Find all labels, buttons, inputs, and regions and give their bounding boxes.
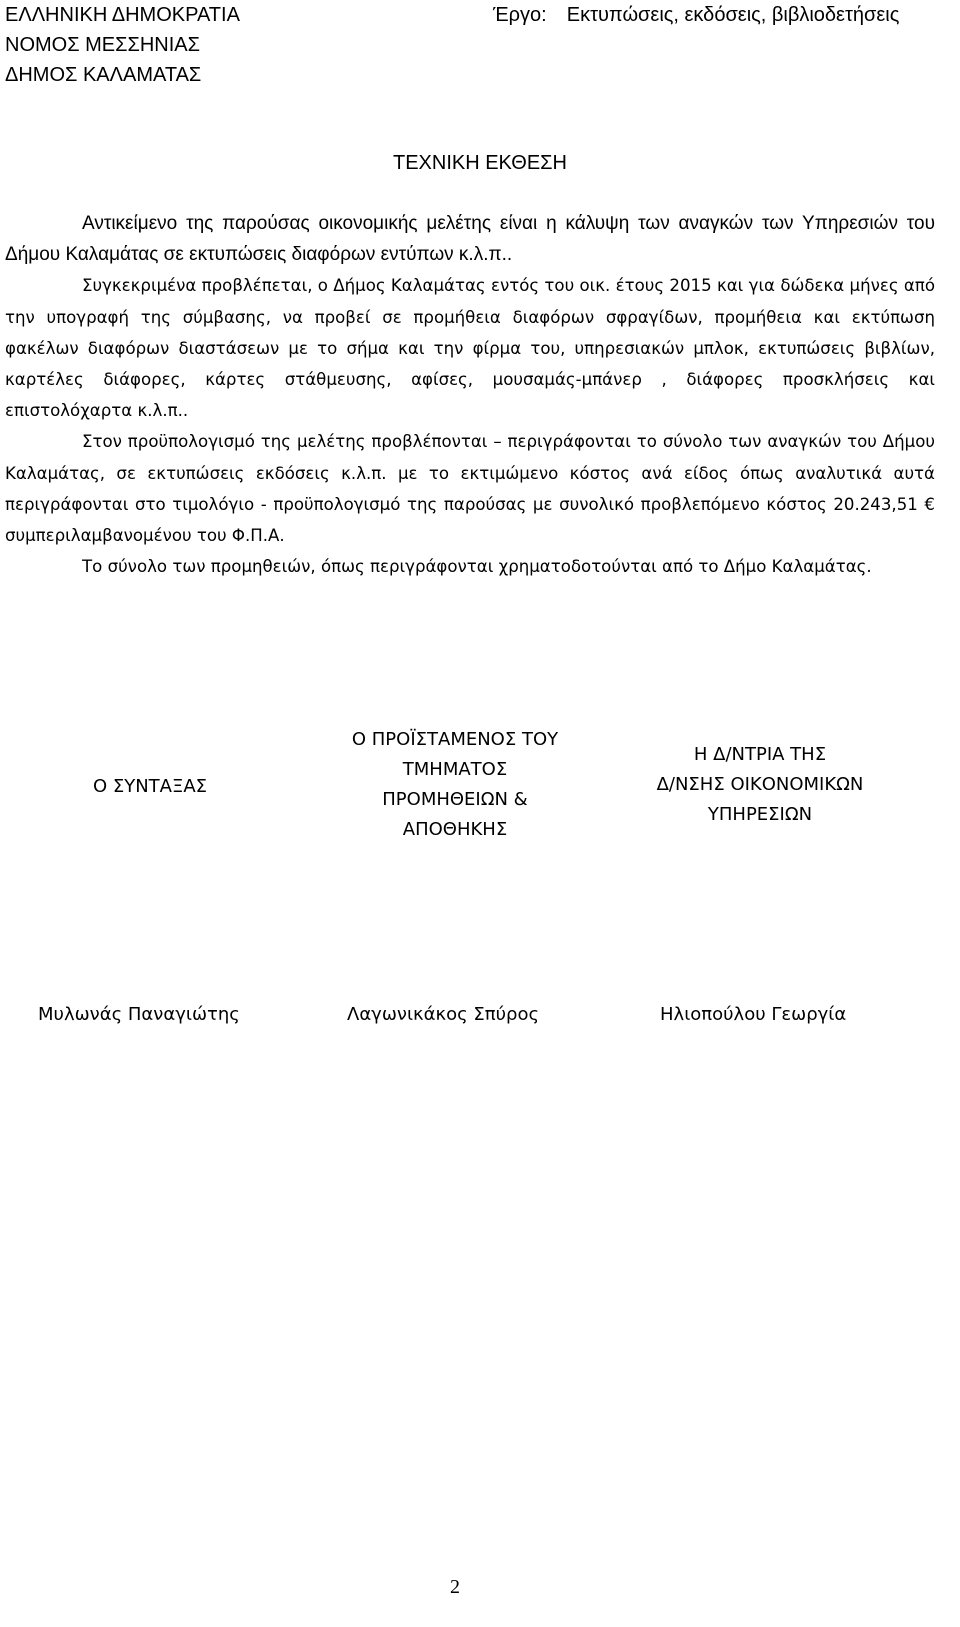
report-body	[5, 208, 935, 582]
project-value: Εκτυπώσεις, εκδόσεις, βιβλιοδετήσεις	[566, 4, 900, 26]
signature-names	[0, 1000, 960, 1032]
paragraph-scope: Αντικείμενο της παρούσας οικονομικής μελέτης είναι η κάλυψη των αναγκών των Υπηρεσιών του Δήμου Καλαμάτας σε εκτυπώσεις διαφόρων εντύπων κ.λ.π..	[5, 213, 935, 266]
signer-name-director: Ηλιοπούλου Γεωργία	[660, 1004, 847, 1025]
signature-title-line: ΠΡΟΜΗΘΕΙΩΝ &	[382, 789, 528, 810]
signer-name-department-head: Λαγωνικάκος Σπύρος	[347, 1004, 540, 1025]
signature-title-line: Η Δ/ΝΤΡΙΑ ΤΗΣ	[693, 744, 827, 765]
signature-titles	[0, 725, 960, 855]
paragraph-budget: Στον προϋπολογισμό της μελέτης προβλέπονται – περιγράφονται το σύνολο των αναγκών του Δήμου Καλαμάτας, σε εκτυπώσεις εκδόσεις κ.λ.π. με το εκτιμώμενο κόστος ανά είδος όπως αναλυτικά αυτά περιγράφονται στο τιμολόγιο - προϋπολογισμό της παρούσας με συνολικό προβλεπόμενο κόστος 20.243,51 € συμπεριλαμβανομένου του Φ.Π.Α.	[5, 432, 935, 546]
document-header	[5, 0, 955, 100]
document-title: ΤΕΧΝΙΚΗ ΕΚΘΕΣΗ	[392, 152, 567, 174]
authority-block	[5, 0, 240, 90]
signature-title-director	[600, 740, 920, 830]
signature-title-author	[20, 772, 280, 802]
page-number: 2	[450, 1576, 460, 1598]
project-info	[493, 0, 899, 30]
signature-title-line: Ο ΣΥΝΤΑΞΑΣ	[92, 776, 208, 797]
authority-line-country: ΕΛΛΗΝΙΚΗ ΔΗΜΟΚΡΑΤΙΑ	[5, 4, 240, 26]
signature-title-line: Ο ΠΡΟΪΣΤΑΜΕΝΟΣ ΤΟΥ	[351, 729, 559, 750]
signature-title-line: ΑΠΟΘΗΚΗΣ	[402, 819, 508, 840]
authority-line-municipality: ΔΗΜΟΣ ΚΑΛΑΜΑΤΑΣ	[5, 64, 202, 86]
signature-title-line: Δ/ΝΣΗΣ ΟΙΚΟΝΟΜΙΚΩΝ	[656, 774, 864, 795]
signature-title-line: ΥΠΗΡΕΣΙΩΝ	[707, 804, 813, 825]
signer-name-author: Μυλωνάς Παναγιώτης	[38, 1004, 240, 1025]
signature-title-department-head	[305, 725, 605, 845]
project-label: Έργο:	[493, 4, 547, 26]
signature-title-line: ΤΜΗΜΑΤΟΣ	[402, 759, 508, 780]
paragraph-details: Συγκεκριμένα προβλέπεται, ο Δήμος Καλαμάτας εντός του οικ. έτους 2015 και για δώδεκα μήνες από την υπογραφή της σύμβασης, να προβεί σε προμήθεια διαφόρων σφραγίδων, προμήθεια και εκτύπωση φακέλων διαφόρων διαστάσεων με το σήμα και την φίρμα του, υπηρεσιακών μπλοκ, εκτυπώσεις βιβλίων, καρτέλες διάφορες, κάρτες στάθμευσης, αφίσες, μουσαμάς-μπάνερ , διάφορες προσκλήσεις και επιστολόχαρτα κ.λ.π..	[5, 276, 935, 421]
paragraph-funding: Το σύνολο των προμηθειών, όπως περιγράφονται χρηματοδοτούνται από το Δήμο Καλαμάτας.	[82, 557, 872, 577]
authority-line-prefecture: ΝΟΜΟΣ ΜΕΣΣΗΝΙΑΣ	[5, 34, 201, 56]
